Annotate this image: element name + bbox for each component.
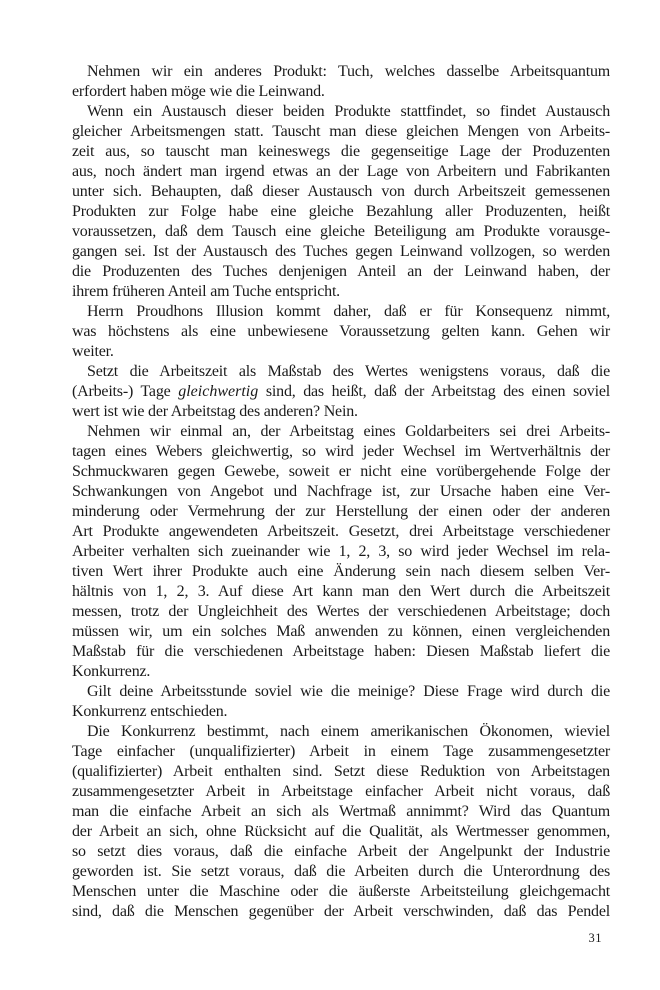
text-line: messen, trotz der Ungleichheit des Wertes der verschiedenen Arbeitstage; doch (72, 603, 610, 620)
text-line: Gilt deine Arbeitsstunde soviel wie die meinige? Diese Frage wird durch die (87, 683, 610, 700)
text-line: Die Konkurrenz bestimmt, nach einem amerikanischen Ökonomen, wieviel (87, 723, 610, 740)
text-line: hältnis von 1, 2, 3. Auf diese Art kann man den Wert durch die Arbeitszeit (72, 583, 610, 600)
text-line: gleicher Arbeitsmengen statt. Tauscht man diese gleichen Mengen von Arbeits- (72, 123, 610, 140)
italic-text: gleichwertig (178, 383, 259, 400)
text-line: Schwankungen von Angebot und Nachfrage ist, zur Ursache haben eine Ver- (72, 483, 610, 500)
paragraph (72, 722, 610, 922)
text-line: Arbeiter verhalten sich zueinander wie 1, 2, 3, so wird jeder Wechsel im rela- (72, 543, 610, 560)
text-line: müssen wir, um ein solches Maß anwenden zu können, einen vergleichenden (72, 623, 610, 640)
paragraph (72, 362, 610, 422)
text-line: minderung oder Vermehrung der zur Herstellung der einen oder der anderen (72, 503, 610, 520)
text-line: der Arbeit an sich, ohne Rücksicht auf die Qualität, als Wertmesser genommen, (72, 823, 610, 840)
paragraph (72, 102, 610, 302)
text-line: wert ist wie der Arbeitstag des anderen? Nein. (72, 403, 358, 420)
text-line: zeit aus, so tauscht man keineswegs die gegenseitige Lage der Produzenten (72, 143, 610, 160)
text-line: Produkten zur Folge habe eine gleiche Bezahlung aller Produzenten, heißt (72, 203, 610, 220)
text-line: unter sich. Behaupten, daß dieser Austausch von durch Arbeitszeit gemessenen (72, 183, 610, 200)
text-line: zusammengesetzter Arbeit in Arbeitstage einfacher Arbeit nicht voraus, daß (72, 783, 610, 800)
text-line: Menschen unter die Maschine oder die äußerste Arbeitsteilung gleichgemacht (72, 883, 610, 900)
text-line: sind, daß die Menschen gegenüber der Arbeit verschwinden, daß das Pendel (72, 903, 610, 920)
paragraph (72, 302, 610, 362)
text-line: Schmuckwaren gegen Gewebe, soweit er nicht eine vorübergehende Folge der (72, 463, 610, 480)
text-line: was höchstens als eine unbewiesene Voraussetzung gelten kann. Gehen wir (72, 323, 610, 340)
text-line: aus, noch ändert man irgend etwas an der Lage von Arbeitern und Fabrikanten (72, 163, 610, 180)
text-line: tiven Wert ihrer Produkte auch eine Änderung sein nach diesem selben Ver- (72, 563, 610, 580)
text-line: Herrn Proudhons Illusion kommt daher, daß er für Konsequenz nimmt, (87, 303, 610, 320)
text-line: man die einfache Arbeit an sich als Wertmaß annimmt? Wird das Quantum (72, 803, 610, 820)
text-line: so setzt dies voraus, daß die einfache Arbeit der Angelpunkt der Industrie (72, 843, 610, 860)
text-line: Wenn ein Austausch dieser beiden Produkte stattfindet, so findet Austausch (87, 103, 610, 120)
text-line: Konkurrenz entschieden. (72, 703, 228, 720)
text-line: (qualifizierter) Arbeit enthalten sind. Setzt diese Reduktion von Arbeitstagen (72, 763, 610, 780)
text-line: erfordert haben möge wie die Leinwand. (72, 83, 325, 100)
text-line: weiter. (72, 343, 114, 360)
paragraph (72, 422, 610, 682)
text-line: voraussetzen, daß dem Tausch eine gleiche Beteiligung am Produkte vorausge- (72, 223, 610, 240)
paragraph (72, 62, 610, 102)
text-line: Art Produkte angewendeten Arbeitszeit. Gesetzt, drei Arbeitstage verschiedener (72, 523, 610, 540)
text-line: Nehmen wir ein anderes Produkt: Tuch, welches dasselbe Arbeitsquantum (87, 63, 610, 80)
text-line: Maßstab für die verschiedenen Arbeitstage haben: Diesen Maßstab liefert die (72, 643, 610, 660)
page-number: 31 (588, 931, 602, 945)
text-line: Setzt die Arbeitszeit als Maßstab des Wertes wenigstens voraus, daß die (87, 363, 610, 380)
text-line: gangen sei. Ist der Austausch des Tuches gegen Leinwand vollzogen, so werden (72, 243, 610, 260)
text-line: ihrem früheren Anteil am Tuche entspricht. (72, 283, 340, 300)
page-text (72, 62, 610, 922)
text-line: tagen eines Webers gleichwertig, so wird jeder Wechsel im Wertverhältnis der (72, 443, 610, 460)
text-line: Nehmen wir einmal an, der Arbeitstag eines Goldarbeiters sei drei Arbeits- (87, 423, 610, 440)
text-line: Konkurrenz. (72, 663, 151, 680)
text-line: geworden ist. Sie setzt voraus, daß die Arbeiten durch die Unterordnung des (72, 863, 610, 880)
paragraph (72, 682, 610, 722)
text-line: Tage einfacher (unqualifizierter) Arbeit in einem Tage zusammengesetzter (72, 743, 610, 760)
text-line: (Arbeits-) Tage gleichwertig sind, das heißt, daß der Arbeitstag des einen soviel (72, 383, 610, 400)
text-line: die Produzenten des Tuches denjenigen Anteil an der Leinwand haben, der (72, 263, 610, 280)
